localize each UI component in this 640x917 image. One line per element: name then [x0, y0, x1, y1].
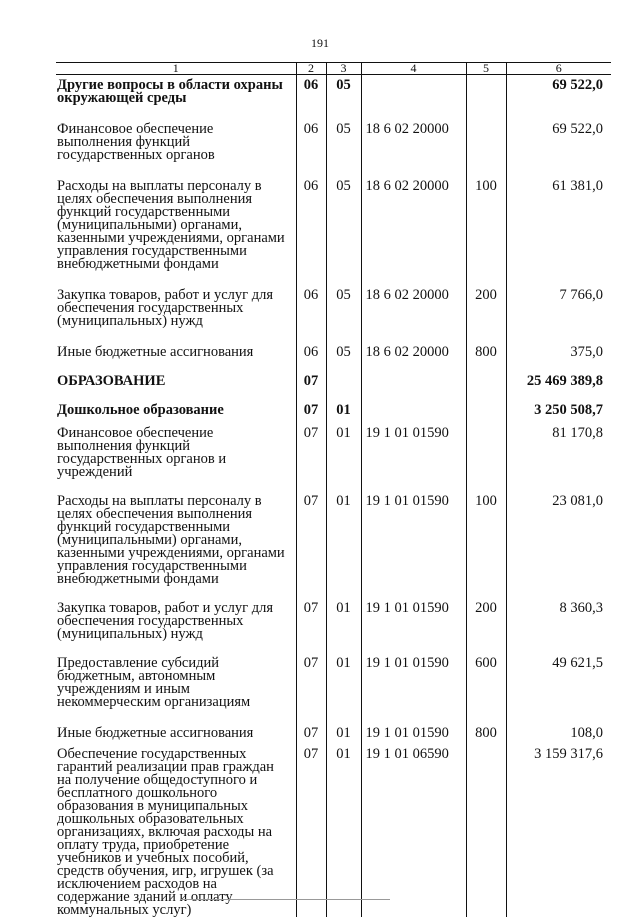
table-row [56, 598, 611, 641]
spacer-cell [361, 586, 466, 598]
row-target-code-cell: 19 1 01 06590 [361, 744, 466, 917]
spacer-cell [361, 271, 466, 285]
spacer-cell [506, 105, 611, 119]
row-expense-type-cell [466, 75, 506, 106]
spacer-cell [296, 162, 326, 176]
spacer-cell [506, 271, 611, 285]
spacer-cell [326, 586, 361, 598]
spacer-cell [506, 479, 611, 491]
row-amount-cell: 7 766,0 [506, 285, 611, 328]
row-expense-type-cell: 100 [466, 176, 506, 271]
row-amount-cell: 23 081,0 [506, 491, 611, 586]
spacer-cell [296, 586, 326, 598]
row-expense-type-cell: 600 [466, 653, 506, 709]
row-name-cell: ОБРАЗОВАНИЕ [56, 371, 296, 388]
spacer-cell [56, 641, 296, 653]
table-row [56, 723, 611, 740]
table-row [56, 342, 611, 359]
row-amount-cell: 375,0 [506, 342, 611, 359]
table-row [56, 744, 611, 917]
row-name-cell: Финансовое обеспечение выполнения функций государственных органов [56, 119, 296, 162]
header-row [56, 63, 611, 75]
spacer-cell [506, 162, 611, 176]
row-target-code-cell [361, 371, 466, 388]
row-subsection-cell [326, 371, 361, 388]
row-name-cell: Иные бюджетные ассигнования [56, 723, 296, 740]
spacer-cell [361, 105, 466, 119]
row-expense-type-cell: 800 [466, 723, 506, 740]
row-expense-type-cell: 800 [466, 342, 506, 359]
spacer-cell [296, 328, 326, 342]
spacer-cell [466, 162, 506, 176]
row-amount-cell: 81 170,8 [506, 423, 611, 479]
row-section-cell: 06 [296, 75, 326, 106]
row-amount-cell: 108,0 [506, 723, 611, 740]
header-col-1: 1 [56, 63, 296, 75]
row-name-cell: Закупка товаров, работ и услуг для обеспечения государственных (муниципальных) нужд [56, 598, 296, 641]
row-subsection-cell: 01 [326, 723, 361, 740]
row-name-cell: Дошкольное образование [56, 400, 296, 417]
spacer-cell [326, 328, 361, 342]
row-section-cell: 07 [296, 598, 326, 641]
table-row [56, 119, 611, 162]
spacer-cell [296, 271, 326, 285]
row-target-code-cell: 19 1 01 01590 [361, 653, 466, 709]
row-name-cell: Финансовое обеспечение выполнения функций государственных органов и учреждений [56, 423, 296, 479]
spacer-cell [466, 359, 506, 371]
table-row [56, 285, 611, 328]
spacer-cell [361, 479, 466, 491]
row-spacer [56, 586, 611, 598]
row-target-code-cell: 18 6 02 20000 [361, 176, 466, 271]
row-amount-cell: 8 360,3 [506, 598, 611, 641]
row-amount-cell: 3 250 508,7 [506, 400, 611, 417]
spacer-cell [326, 641, 361, 653]
row-expense-type-cell [466, 423, 506, 479]
spacer-cell [506, 709, 611, 723]
header-col-4: 4 [361, 63, 466, 75]
row-section-cell: 07 [296, 744, 326, 917]
spacer-cell [506, 641, 611, 653]
row-expense-type-cell: 200 [466, 285, 506, 328]
spacer-cell [466, 105, 506, 119]
row-spacer [56, 105, 611, 119]
row-expense-type-cell [466, 744, 506, 917]
header-col-3: 3 [326, 63, 361, 75]
row-expense-type-cell [466, 371, 506, 388]
table-row [56, 400, 611, 417]
header-col-6: 6 [506, 63, 611, 75]
table-row [56, 176, 611, 271]
spacer-cell [296, 709, 326, 723]
spacer-cell [506, 586, 611, 598]
spacer-cell [361, 162, 466, 176]
row-name-cell: Закупка товаров, работ и услуг для обеспечения государственных (муниципальных) нужд [56, 285, 296, 328]
spacer-cell [56, 359, 296, 371]
spacer-cell [361, 388, 466, 400]
table-row [56, 75, 611, 106]
row-subsection-cell: 01 [326, 423, 361, 479]
spacer-cell [56, 328, 296, 342]
row-expense-type-cell: 200 [466, 598, 506, 641]
header-col-2: 2 [296, 63, 326, 75]
row-spacer [56, 328, 611, 342]
spacer-cell [361, 328, 466, 342]
spacer-cell [506, 388, 611, 400]
row-subsection-cell: 01 [326, 598, 361, 641]
spacer-cell [466, 271, 506, 285]
row-target-code-cell [361, 75, 466, 106]
row-spacer [56, 388, 611, 400]
row-expense-type-cell [466, 119, 506, 162]
row-target-code-cell [361, 400, 466, 417]
row-amount-cell: 25 469 389,8 [506, 371, 611, 388]
row-subsection-cell: 05 [326, 176, 361, 271]
header-col-5: 5 [466, 63, 506, 75]
row-target-code-cell: 18 6 02 20000 [361, 285, 466, 328]
row-name-cell: Предоставление субсидий бюджетным, автономным учреждениям и иным некоммерческим организациям [56, 653, 296, 709]
row-spacer [56, 271, 611, 285]
row-target-code-cell: 18 6 02 20000 [361, 119, 466, 162]
spacer-cell [56, 162, 296, 176]
row-expense-type-cell [466, 400, 506, 417]
spacer-cell [56, 479, 296, 491]
row-amount-cell: 69 522,0 [506, 119, 611, 162]
row-target-code-cell: 19 1 01 01590 [361, 598, 466, 641]
row-section-cell: 06 [296, 285, 326, 328]
row-subsection-cell: 01 [326, 744, 361, 917]
row-amount-cell: 49 621,5 [506, 653, 611, 709]
row-name-cell: Другие вопросы в области охраны окружающей среды [56, 75, 296, 106]
row-subsection-cell: 05 [326, 285, 361, 328]
row-section-cell: 06 [296, 176, 326, 271]
row-name-cell: Обеспечение государственных гарантий реализации прав граждан на получение общедоступного и бесплатного дошкольного образования в муниципальных дошкольных образовательных организациях, включая расходы на оплату труда, приобретение учебников и учебных пособий, средств обучения, игр, игрушек (за исключением расходов на содержание зданий и оплату коммунальных услуг) [56, 744, 296, 917]
spacer-cell [296, 388, 326, 400]
row-target-code-cell: 19 1 01 01590 [361, 723, 466, 740]
row-amount-cell: 61 381,0 [506, 176, 611, 271]
row-spacer [56, 359, 611, 371]
page-number: 191 [0, 36, 640, 51]
row-expense-type-cell: 100 [466, 491, 506, 586]
spacer-cell [296, 641, 326, 653]
spacer-cell [326, 359, 361, 371]
row-target-code-cell: 18 6 02 20000 [361, 342, 466, 359]
row-name-cell: Иные бюджетные ассигнования [56, 342, 296, 359]
row-amount-cell: 3 159 317,6 [506, 744, 611, 917]
row-section-cell: 06 [296, 119, 326, 162]
row-section-cell: 07 [296, 491, 326, 586]
spacer-cell [326, 271, 361, 285]
spacer-cell [56, 388, 296, 400]
footer-line [180, 899, 390, 900]
spacer-cell [466, 709, 506, 723]
row-subsection-cell: 01 [326, 400, 361, 417]
row-subsection-cell: 05 [326, 119, 361, 162]
row-section-cell: 07 [296, 423, 326, 479]
row-section-cell: 06 [296, 342, 326, 359]
spacer-cell [361, 709, 466, 723]
spacer-cell [326, 479, 361, 491]
spacer-cell [56, 586, 296, 598]
spacer-cell [466, 479, 506, 491]
table-row [56, 491, 611, 586]
spacer-cell [466, 641, 506, 653]
spacer-cell [506, 359, 611, 371]
spacer-cell [326, 105, 361, 119]
row-spacer [56, 641, 611, 653]
spacer-cell [296, 479, 326, 491]
table-row [56, 653, 611, 709]
row-subsection-cell: 01 [326, 491, 361, 586]
spacer-cell [466, 328, 506, 342]
budget-table [56, 62, 611, 917]
spacer-cell [296, 105, 326, 119]
table-row [56, 423, 611, 479]
row-subsection-cell: 05 [326, 342, 361, 359]
spacer-cell [361, 641, 466, 653]
row-subsection-cell: 05 [326, 75, 361, 106]
spacer-cell [296, 359, 326, 371]
row-name-cell: Расходы на выплаты персоналу в целях обеспечения выполнения функций государственными (муниципальными) органами, казенными учреждениями, органами управления государственными внебюджетными фондами [56, 176, 296, 271]
row-section-cell: 07 [296, 723, 326, 740]
row-target-code-cell: 19 1 01 01590 [361, 423, 466, 479]
row-spacer [56, 479, 611, 491]
spacer-cell [56, 105, 296, 119]
row-spacer [56, 162, 611, 176]
row-section-cell: 07 [296, 653, 326, 709]
row-section-cell: 07 [296, 400, 326, 417]
spacer-cell [466, 388, 506, 400]
row-amount-cell: 69 522,0 [506, 75, 611, 106]
row-subsection-cell: 01 [326, 653, 361, 709]
spacer-cell [361, 359, 466, 371]
spacer-cell [506, 328, 611, 342]
row-spacer [56, 709, 611, 723]
spacer-cell [326, 709, 361, 723]
spacer-cell [326, 162, 361, 176]
spacer-cell [466, 586, 506, 598]
table-row [56, 371, 611, 388]
spacer-cell [326, 388, 361, 400]
row-target-code-cell: 19 1 01 01590 [361, 491, 466, 586]
table-body [56, 75, 611, 917]
spacer-cell [56, 709, 296, 723]
spacer-cell [56, 271, 296, 285]
row-section-cell: 07 [296, 371, 326, 388]
row-name-cell: Расходы на выплаты персоналу в целях обеспечения выполнения функций государственными (муниципальными) органами, казенными учреждениями, органами управления государственными внебюджетными фондами [56, 491, 296, 586]
